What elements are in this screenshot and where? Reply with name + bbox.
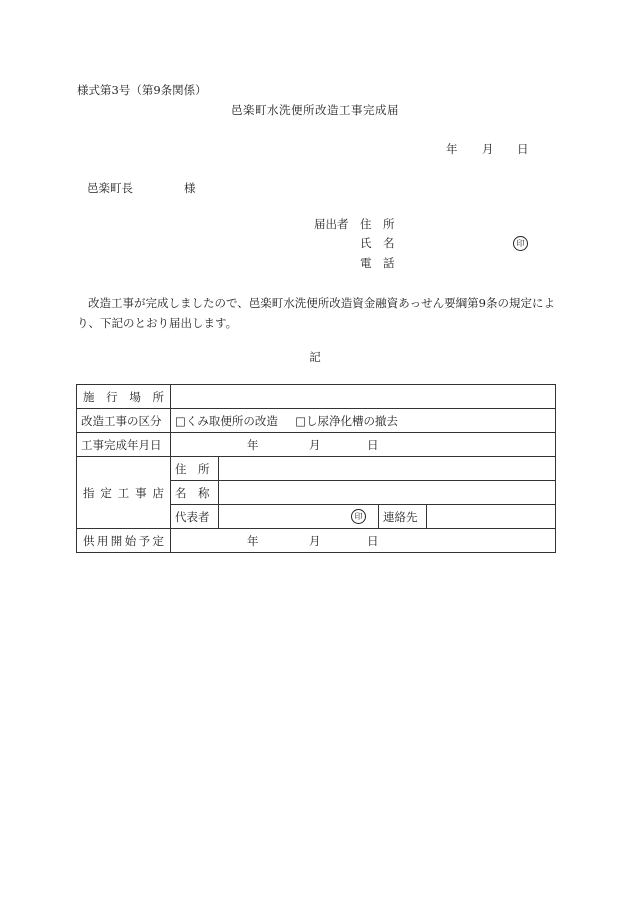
completion-date-value[interactable] <box>171 433 556 457</box>
completion-year: 年 <box>247 438 259 452</box>
applicant-label: 届出者 <box>314 217 349 231</box>
ki-heading: 記 <box>309 350 321 364</box>
contractor-label: 指定工事店 <box>77 457 171 529</box>
location-value[interactable] <box>171 385 556 409</box>
start-date-value[interactable] <box>171 529 556 553</box>
completion-month: 月 <box>309 438 321 452</box>
location-label: 施行場所 <box>77 385 171 409</box>
body-text <box>77 293 557 333</box>
contractor-name-label: 名 称 <box>171 481 219 505</box>
contractor-address-label: 住 所 <box>171 457 219 481</box>
start-year: 年 <box>247 534 259 548</box>
applicant-phone-label: 電 話 <box>360 256 395 270</box>
table-row <box>77 457 556 481</box>
contractor-rep-label: 代表者 <box>171 505 219 529</box>
contact-value[interactable] <box>427 505 556 529</box>
applicant-address-label: 住 所 <box>360 217 395 231</box>
option-jokaso-checkbox[interactable]: □し尿浄化槽の撤去 <box>295 413 399 428</box>
table-row <box>77 385 556 409</box>
category-label: 改造工事の区分 <box>77 409 171 433</box>
table-row <box>77 433 556 457</box>
option-kumitori-checkbox[interactable]: □くみ取便所の改造 <box>175 413 278 428</box>
date-year: 年 <box>446 142 458 156</box>
start-date-label: 供用開始予定 <box>77 529 171 553</box>
start-day: 日 <box>367 534 379 548</box>
contractor-name-value[interactable] <box>219 481 556 505</box>
start-month: 月 <box>309 534 321 548</box>
applicant-name-label: 氏 名 <box>360 236 395 250</box>
form-number: 様式第3号（第9条関係） <box>77 83 207 97</box>
date-month: 月 <box>482 142 494 156</box>
completion-date-label: 工事完成年月日 <box>77 433 171 457</box>
applicant-seal-icon: 印 <box>513 236 528 251</box>
contact-label: 連絡先 <box>379 505 427 529</box>
body-paragraph: 改造工事が完成しましたので、邑楽町水洗便所改造資金融資あっせん要綱第9条の規定により、下記のとおり届出します。 <box>77 296 555 330</box>
contractor-rep-value[interactable] <box>219 505 379 529</box>
category-options <box>171 409 556 433</box>
contractor-address-value[interactable] <box>219 457 556 481</box>
date-day: 日 <box>517 142 529 156</box>
completion-day: 日 <box>367 438 379 452</box>
table-row <box>77 529 556 553</box>
rep-seal-icon: 印 <box>351 509 366 524</box>
table-row <box>77 409 556 433</box>
addressee-name: 邑楽町長 <box>87 181 133 195</box>
document-title: 邑楽町水洗便所改造工事完成届 <box>231 103 399 117</box>
addressee-honorific: 様 <box>184 181 196 195</box>
form-table <box>76 384 556 553</box>
